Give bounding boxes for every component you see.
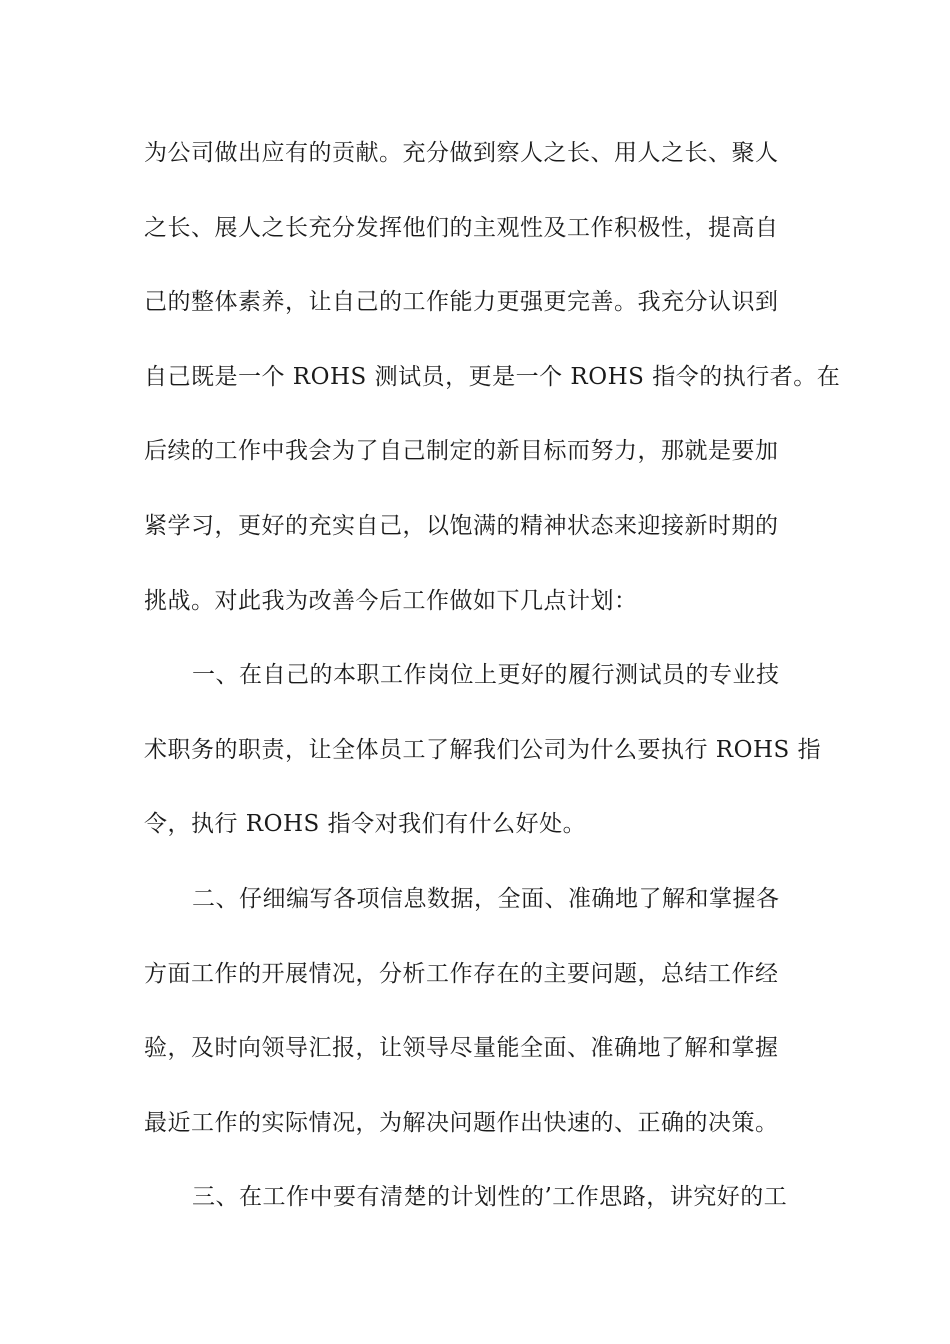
text-line: 令，执行 ROHS 指令对我们有什么好处。 bbox=[144, 811, 587, 838]
text-line: 方面工作的开展情况，分析工作存在的主要问题，总结工作经 bbox=[144, 960, 779, 987]
text-line: 自己既是一个 ROHS 测试员，更是一个 ROHS 指令的执行者。在 bbox=[144, 363, 841, 390]
text-line: 之长、展人之长充分发挥他们的主观性及工作积极性，提高自 bbox=[144, 214, 779, 241]
paragraph-first-line: 三、在工作中要有清楚的计划性的’工作思路，讲究好的工 bbox=[192, 1184, 788, 1211]
paragraph-first-line: 一、在自己的本职工作岗位上更好的履行测试员的专业技 bbox=[192, 662, 780, 689]
text-line: 挑战。对此我为改善今后工作做如下几点计划： bbox=[144, 587, 638, 614]
text-line: 己的整体素养，让自己的工作能力更强更完善。我充分认识到 bbox=[144, 289, 779, 316]
text-line: 紧学习，更好的充实自己，以饱满的精神状态来迎接新时期的 bbox=[144, 512, 779, 539]
text-line: 最近工作的实际情况，为解决问题作出快速的、正确的决策。 bbox=[144, 1109, 779, 1136]
paragraph-first-line: 二、仔细编写各项信息数据，全面、准确地了解和掌握各 bbox=[192, 885, 780, 912]
text-line: 为公司做出应有的贡献。充分做到察人之长、用人之长、聚人 bbox=[144, 140, 779, 166]
text-line: 术职务的职责，让全体员工了解我们公司为什么要执行 ROHS 指 bbox=[144, 736, 822, 763]
body-text bbox=[144, 128, 841, 1247]
text-line: 验，及时向领导汇报，让领导尽量能全面、准确地了解和掌握 bbox=[144, 1035, 779, 1062]
text-line: 后续的工作中我会为了自己制定的新目标而努力，那就是要加 bbox=[144, 438, 779, 465]
